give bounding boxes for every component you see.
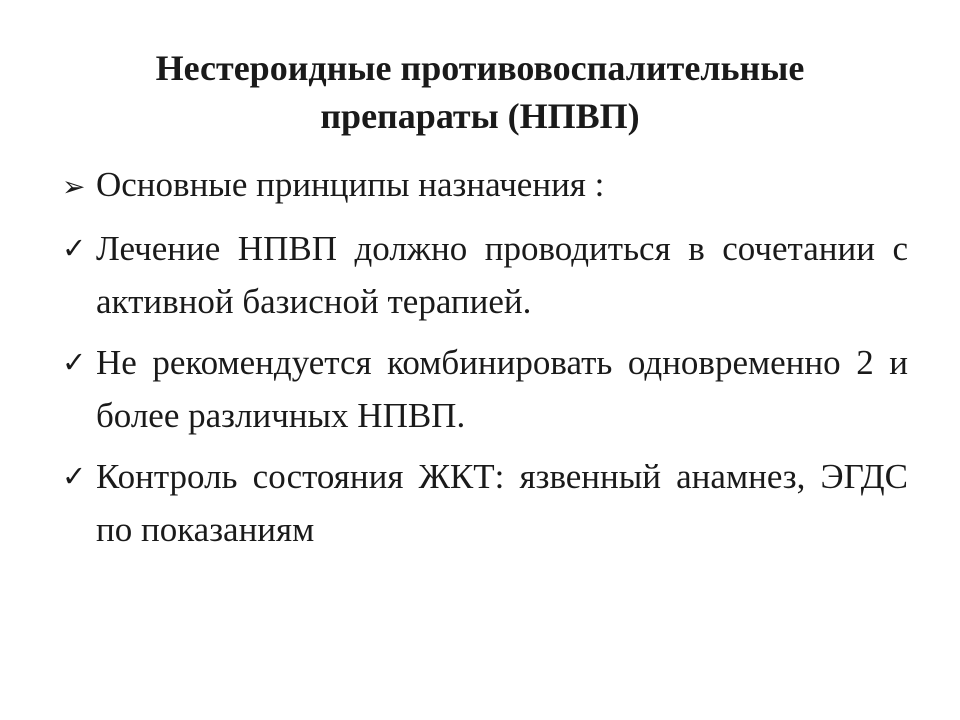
list-item-text: Контроль состояния ЖКТ: язвенный анамнез, ЭГДС по показаниям (96, 457, 908, 549)
checkmark-icon: ✓ (62, 231, 87, 265)
section-heading-text: Основные принципы назначения : (96, 165, 605, 204)
section-heading (62, 160, 908, 212)
list-item-text: Не рекомендуется комбинировать одновременно 2 и более различных НПВП. (96, 343, 908, 435)
list-item (62, 222, 908, 328)
title-line-1: Нестероидные противовоспалительные (155, 48, 805, 88)
list-item (62, 336, 908, 442)
list-item (62, 450, 908, 556)
checkmark-icon: ✓ (62, 345, 87, 379)
arrow-bullet-icon: ➢ (62, 170, 86, 203)
slide-content (62, 160, 908, 564)
slide-title (0, 44, 960, 140)
checkmark-icon: ✓ (62, 459, 87, 493)
list-item-text: Лечение НПВП должно проводиться в сочетании с активной базисной терапией. (96, 229, 908, 321)
title-line-2: препараты (НПВП) (320, 96, 640, 136)
